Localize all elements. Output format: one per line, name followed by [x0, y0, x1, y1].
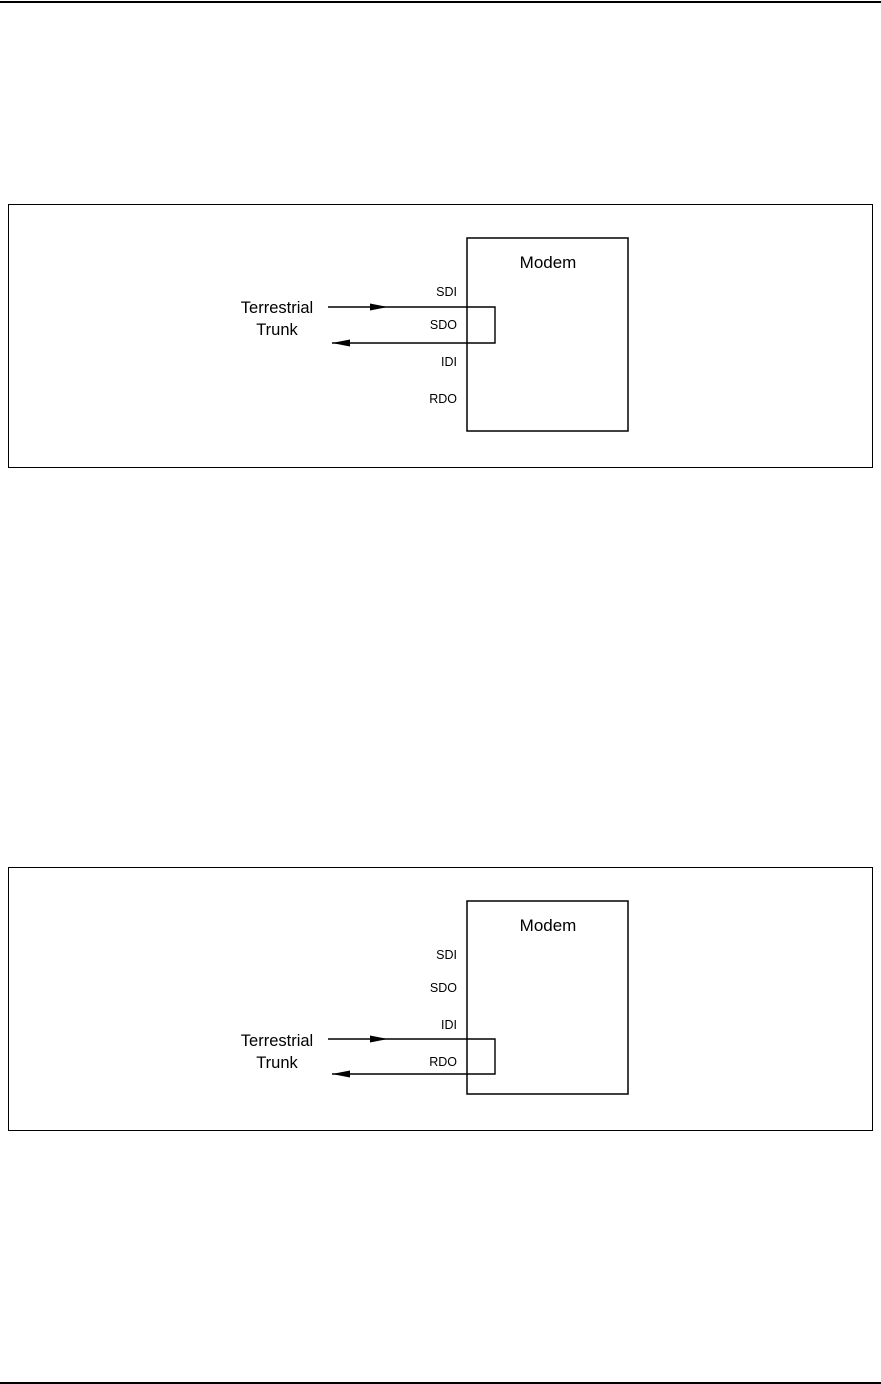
page-top-rule	[0, 1, 881, 3]
arrowhead-out	[332, 340, 350, 347]
port-label-idi: IDI	[441, 1018, 457, 1032]
port-label-sdo: SDO	[429, 318, 457, 332]
modem-label: Modem	[519, 253, 577, 272]
figure-idi-rdo-loop	[8, 867, 873, 1131]
arrowhead-in	[370, 304, 388, 311]
port-label-sdi: SDI	[436, 948, 457, 962]
port-label-rdo: RDO	[429, 392, 457, 406]
port-label-rdo: RDO	[429, 1055, 457, 1069]
arrowhead-out	[332, 1071, 350, 1078]
arrowhead-in	[370, 1036, 388, 1043]
trunk-label-line2: Trunk	[256, 1054, 298, 1072]
port-label-sdi: SDI	[436, 285, 457, 299]
loopback-path	[328, 1036, 495, 1078]
trunk-label-line1: Terrestrial	[240, 299, 314, 317]
trunk-label-line2: Trunk	[256, 321, 298, 339]
figure-sdi-sdo-loop	[8, 204, 873, 468]
diagram-sdi-sdo-loop	[9, 205, 874, 469]
trunk-label-line1: Terrestrial	[240, 1032, 314, 1050]
loopback-path	[328, 304, 495, 347]
port-label-idi: IDI	[441, 355, 457, 369]
diagram-idi-rdo-loop	[9, 868, 874, 1132]
port-label-sdo: SDO	[429, 981, 457, 995]
modem-label: Modem	[519, 916, 577, 935]
